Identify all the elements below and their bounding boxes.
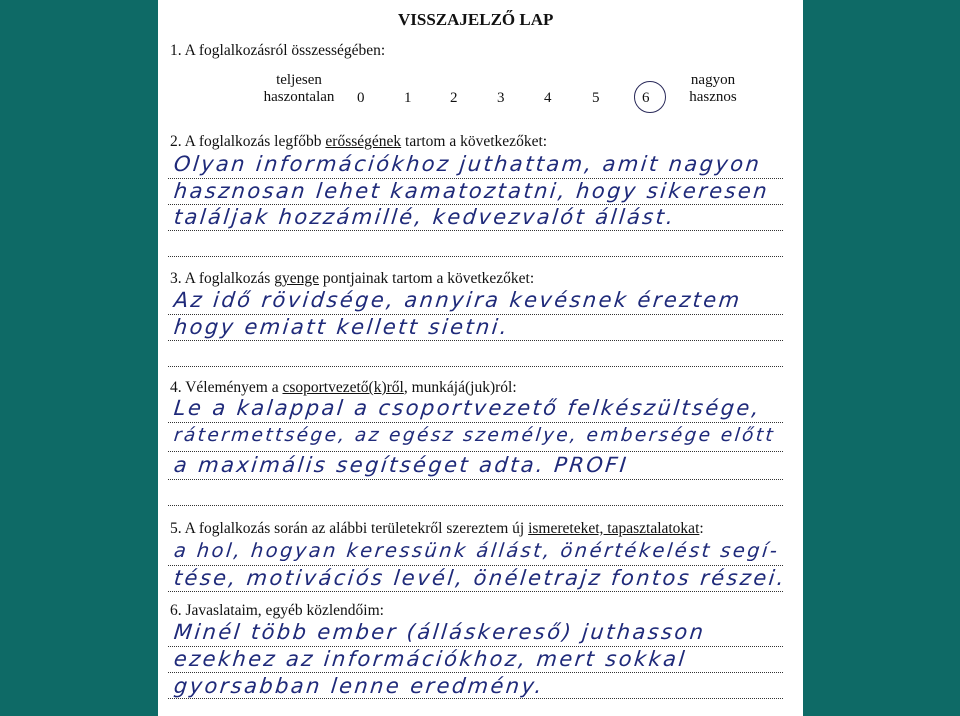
handwritten-answer-line: Minél több ember (álláskereső) juthasson	[172, 620, 707, 644]
handwritten-answer-line: ezekhez az információkhoz, mert sokkal	[172, 647, 688, 671]
answer-line	[168, 591, 783, 592]
handwritten-answer-line: a hol, hogyan keressünk állást, önértékelést segí-	[172, 539, 781, 562]
handwritten-answer-line: hogy emiatt kellett sietni.	[172, 315, 511, 339]
scale-option-4: 4	[544, 90, 552, 106]
answer-line	[168, 672, 783, 673]
scale-option-3: 3	[497, 90, 505, 106]
answer-line	[168, 230, 783, 231]
question-3-label: 3. A foglalkozás gyenge pontjainak tartom a következőket:	[170, 270, 535, 287]
scale-option-6-selected: 6	[642, 90, 650, 106]
page-title: VISSZAJELZŐ LAP	[398, 10, 554, 29]
answer-line	[168, 256, 783, 257]
answer-line	[168, 479, 783, 480]
scale-high-label: nagyon hasznos	[689, 72, 737, 105]
handwritten-answer-line: a maximális segítséget adta. PROFI	[172, 453, 630, 477]
scale-option-0: 0	[357, 90, 365, 106]
handwritten-answer-line: Az idő rövidsége, annyira kevésnek éreztem	[172, 288, 743, 312]
question-4-label: 4. Véleményem a csoportvezető(k)ről, munkájá(juk)ról:	[170, 379, 517, 396]
feedback-sheet	[158, 0, 803, 716]
answer-line	[168, 422, 783, 423]
question-2-label: 2. A foglalkozás legfőbb erősségének tartom a következőket:	[170, 133, 548, 150]
scale-option-5: 5	[592, 90, 600, 106]
answer-line	[168, 366, 783, 367]
handwritten-answer-line: rátermettsége, az egész személye, embersége előtt	[172, 425, 777, 446]
scale-option-1: 1	[404, 90, 412, 106]
handwritten-answer-line: hasznosan lehet kamatoztatni, hogy sikeresen	[172, 179, 771, 203]
handwritten-answer-line: gyorsabban lenne eredmény.	[172, 674, 546, 698]
question-5-label: 5. A foglalkozás során az alábbi területekről szereztem új ismereteket, tapasztalatokat:	[170, 520, 704, 537]
handwritten-answer-line: Olyan információkhoz juthattam, amit nagyon	[172, 152, 763, 176]
selected-circle-mark	[634, 81, 666, 113]
question-6-label: 6. Javaslataim, egyéb közlendőim:	[170, 602, 384, 619]
handwritten-answer-line: találjak hozzámillé, kedvezvalót állást.	[172, 205, 677, 229]
scale-option-2: 2	[450, 90, 458, 106]
question-1-label: 1. A foglalkozásról összességében:	[170, 42, 386, 59]
handwritten-answer-line: tése, motivációs levél, önéletrajz fontos részei.	[172, 566, 788, 590]
answer-line	[168, 451, 783, 452]
scale-low-label: teljesen haszontalan	[263, 72, 335, 105]
answer-line	[168, 340, 783, 341]
handwritten-answer-line: Le a kalappal a csoportvezető felkészültsége,	[172, 396, 763, 420]
answer-line	[168, 505, 783, 506]
answer-line	[168, 698, 783, 699]
